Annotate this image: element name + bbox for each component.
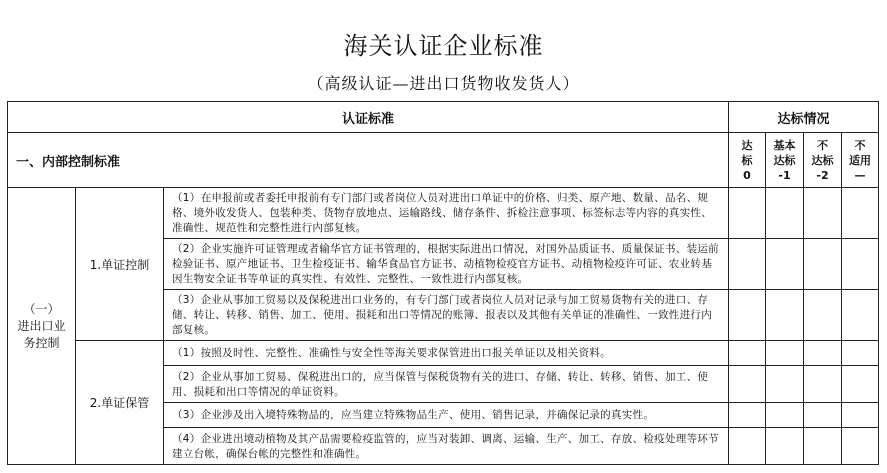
status-cell[interactable] xyxy=(729,403,766,428)
status-cell[interactable] xyxy=(766,403,804,428)
status-cell[interactable] xyxy=(729,188,766,239)
status-cell[interactable] xyxy=(804,290,842,341)
status-cell[interactable] xyxy=(842,403,879,428)
status-cell[interactable] xyxy=(842,239,879,290)
status-cell[interactable] xyxy=(842,428,879,465)
status-cell[interactable] xyxy=(766,341,804,366)
status-cell[interactable] xyxy=(804,428,842,465)
standard-item: （2）企业实施许可证管理或者输华官方证书管理的，根据实际进出口情况，对国外品质证书、质量保证书、装运前检验证书、原产地证书、卫生检疫证书、输华食品官方证书、动植物检疫官方证书、动植物检疫许可证、农业转基因生物安全证书等单证的真实性、有效性、完整性、一致性进行内部复核。 xyxy=(164,239,729,290)
category-line: 务控制 xyxy=(23,335,60,350)
status-cell[interactable] xyxy=(729,428,766,465)
grade-column-basic-pass xyxy=(766,133,804,188)
grade-column-fail xyxy=(804,133,842,188)
subcategory-document-control: 1.单证控制 xyxy=(76,188,164,341)
standards-table xyxy=(7,101,879,465)
status-cell[interactable] xyxy=(766,366,804,403)
category-import-export-control xyxy=(8,188,76,465)
status-cell[interactable] xyxy=(766,428,804,465)
grade-label: 达标 xyxy=(773,153,796,167)
category-line: 进出口业 xyxy=(17,318,66,333)
standard-item: （4）企业进出境动植物及其产品需要检疫监管的，应当对装卸、调离、运输、生产、加工、存放、检疫处理等环节建立台帐，确保台帐的完整性和准确性。 xyxy=(164,428,729,465)
grade-label: 达 xyxy=(741,138,753,152)
grade-score: 0 xyxy=(743,168,751,182)
grade-label: 达标 xyxy=(811,153,834,167)
status-cell[interactable] xyxy=(842,366,879,403)
status-cell[interactable] xyxy=(842,341,879,366)
section-title: 一、内部控制标准 xyxy=(8,133,729,188)
page-subtitle: （高级认证—进出口货物收发货人） xyxy=(307,74,580,93)
grade-label: 标 xyxy=(741,153,753,167)
grade-column-pass xyxy=(729,133,766,188)
standard-item: （2）企业从事加工贸易、保税进出口的，应当保管与保税货物有关的进口、存储、转让、转移、销售、加工、使用、损耗和出口等情况的单证资料。 xyxy=(164,366,729,403)
category-line: （一） xyxy=(23,301,60,316)
grade-label: 不 xyxy=(854,138,866,152)
grade-label: 基本 xyxy=(773,138,796,152)
grade-label: 适用 xyxy=(849,153,871,167)
standard-item: （1）按照及时性、完整性、准确性与安全性等海关要求保管进出口报关单证以及相关资料。 xyxy=(164,341,729,366)
header-status: 达标情况 xyxy=(729,102,879,133)
status-cell[interactable] xyxy=(729,366,766,403)
status-cell[interactable] xyxy=(804,403,842,428)
grade-score: -2 xyxy=(816,168,829,182)
standard-item: （3）企业从事加工贸易以及保税进出口业务的，有专门部门或者岗位人员对记录与加工贸易货物有关的进口、存储、转让、转移、销售、加工、使用、损耗和出口等情况的账簿、报表以及其他有关单证的准确性、一致性进行内部复核。 xyxy=(164,290,729,341)
status-cell[interactable] xyxy=(804,366,842,403)
status-cell[interactable] xyxy=(766,188,804,239)
status-cell[interactable] xyxy=(804,341,842,366)
grade-label: 不 xyxy=(817,138,828,152)
status-cell[interactable] xyxy=(804,188,842,239)
page-title: 海关认证企业标准 xyxy=(343,32,544,60)
status-cell[interactable] xyxy=(729,290,766,341)
grade-column-not-applicable xyxy=(842,133,879,188)
status-cell[interactable] xyxy=(842,188,879,239)
grade-score: — xyxy=(854,168,866,182)
grade-score: -1 xyxy=(778,168,791,182)
status-cell[interactable] xyxy=(766,239,804,290)
status-cell[interactable] xyxy=(766,290,804,341)
status-cell[interactable] xyxy=(804,239,842,290)
standard-item: （3）企业涉及出入境特殊物品的，应当建立特殊物品生产、使用、销售记录，并确保记录的真实性。 xyxy=(164,403,729,428)
standard-item: （1）在申报前或者委托申报前有专门部门或者岗位人员对进出口单证中的价格、归类、原产地、数量、品名、规格、境外收发货人、包装种类、货物存放地点、运输路线、储存条件、拆检注意事项、标签标志等内容的真实性、准确性、规范性和完整性进行内部复核。 xyxy=(164,188,729,239)
header-standard: 认证标准 xyxy=(8,102,729,133)
subcategory-document-custody: 2.单证保管 xyxy=(76,341,164,465)
status-cell[interactable] xyxy=(729,341,766,366)
status-cell[interactable] xyxy=(729,239,766,290)
status-cell[interactable] xyxy=(842,290,879,341)
